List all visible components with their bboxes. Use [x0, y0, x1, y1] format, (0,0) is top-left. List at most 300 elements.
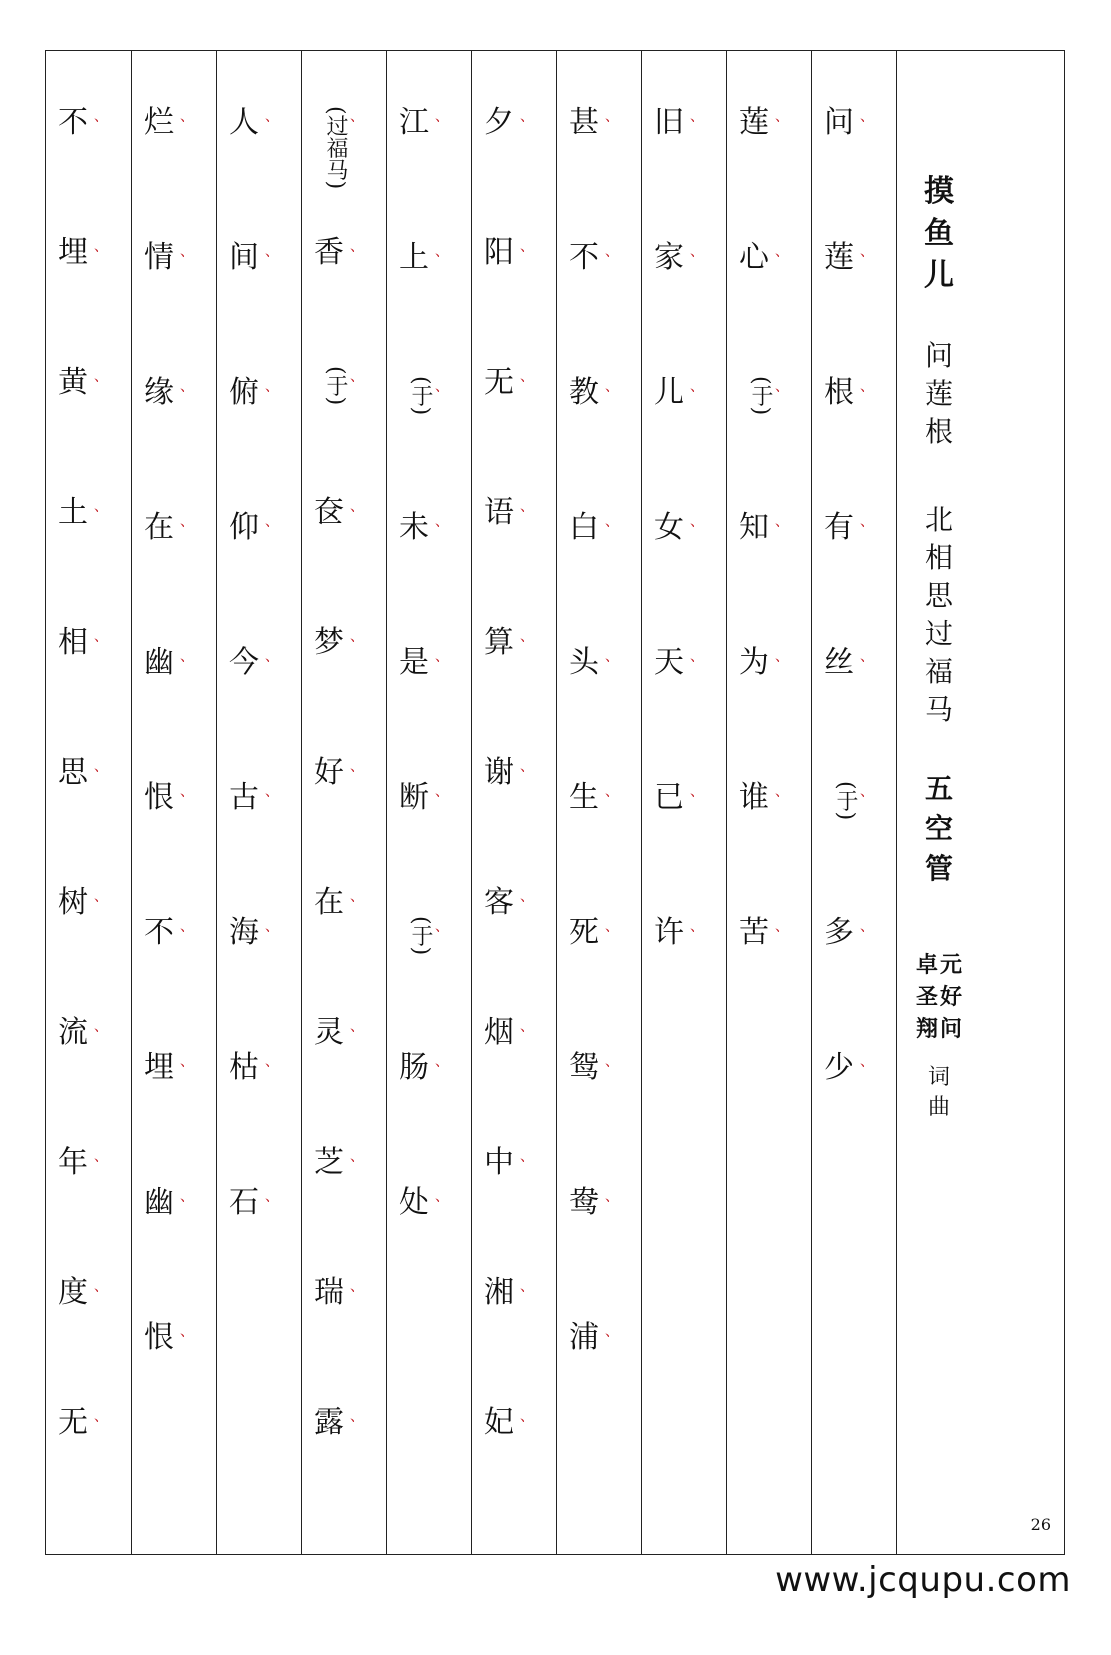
lyric-cell — [399, 781, 471, 916]
beat-mark: 、 — [265, 379, 279, 395]
lyric-cell — [484, 236, 556, 366]
beat-mark: 、 — [605, 784, 619, 800]
column-cells — [46, 106, 131, 1544]
lyric-char: 间 — [229, 240, 259, 275]
lyric-cell — [824, 781, 896, 916]
beat-mark: 、 — [180, 1189, 194, 1205]
lyric-char: 甚 — [569, 105, 599, 140]
beat-mark: 、 — [860, 379, 874, 395]
lyric-char: 少 — [824, 1050, 854, 1085]
score-column-1 — [811, 51, 896, 1554]
lyric-cell — [569, 1186, 641, 1321]
lyric-char: 今 — [229, 645, 259, 680]
lyric-char: 灵 — [314, 1015, 344, 1050]
lyric-char: 苦 — [739, 915, 769, 950]
lyric-cell — [58, 496, 131, 626]
beat-mark: 、 — [350, 1149, 364, 1165]
beat-mark: 、 — [435, 1054, 449, 1070]
lyric-char: 人 — [229, 105, 259, 140]
score-column-6 — [386, 51, 471, 1554]
column-cells — [727, 106, 811, 1544]
lyric-cell — [314, 756, 386, 886]
beat-mark: 、 — [435, 919, 449, 935]
piece-title: 摸 鱼 儿 — [924, 174, 954, 293]
lyric-cell — [314, 886, 386, 1016]
lyric-char: 烂 — [144, 105, 174, 140]
lyric-cell — [314, 1016, 386, 1146]
lyric-cell — [484, 756, 556, 886]
lyric-cell — [229, 916, 301, 1051]
piece-subtitle: 问 莲 根 — [924, 339, 953, 448]
beat-mark: 、 — [690, 649, 704, 665]
score-column-9 — [131, 51, 216, 1554]
lyric-char: 江 — [399, 105, 429, 140]
beat-mark: 、 — [94, 759, 108, 775]
lyric-cell — [314, 1406, 386, 1536]
beat-mark: 、 — [435, 514, 449, 530]
beat-mark: 、 — [350, 629, 364, 645]
lyric-cell — [144, 646, 216, 781]
beat-mark: 、 — [860, 514, 874, 530]
lyric-char: 黄 — [58, 365, 88, 400]
column-cells — [132, 106, 216, 1544]
beat-mark: 、 — [520, 239, 534, 255]
lyric-cell — [399, 376, 471, 511]
beat-mark: 、 — [605, 514, 619, 530]
lyric-cell — [144, 1051, 216, 1186]
lyric-char: 谁 — [739, 780, 769, 815]
lyric-cell — [654, 781, 726, 916]
beat-mark: 、 — [180, 919, 194, 935]
lyric-char: 知 — [739, 510, 769, 545]
lyric-cell — [229, 241, 301, 376]
lyric-char: 语 — [484, 495, 514, 530]
lyric-cell — [399, 241, 471, 376]
lyric-cell — [484, 366, 556, 496]
beat-mark: 、 — [94, 499, 108, 515]
lyric-char: 幽 — [144, 645, 174, 680]
lyric-cell — [739, 376, 811, 511]
beat-mark: 、 — [265, 109, 279, 125]
lyric-cell — [314, 106, 386, 236]
column-cells — [387, 106, 471, 1544]
lyric-char: (于) — [748, 376, 773, 416]
lyric-char: 幽 — [144, 1185, 174, 1220]
lyric-cell — [484, 1406, 556, 1536]
lyric-char: 在 — [144, 510, 174, 545]
lyric-cell — [314, 1146, 386, 1276]
beat-mark: 、 — [180, 1054, 194, 1070]
beat-mark: 、 — [860, 649, 874, 665]
beat-mark: 、 — [435, 109, 449, 125]
lyric-cell — [58, 366, 131, 496]
beat-mark: 、 — [860, 244, 874, 260]
lyric-char: 瑞 — [314, 1275, 344, 1310]
lyric-cell — [144, 1321, 216, 1456]
lyric-char: 儿 — [654, 375, 684, 410]
beat-mark: 、 — [605, 1189, 619, 1205]
lyric-cell — [739, 106, 811, 241]
lyric-char: 湘 — [484, 1275, 514, 1310]
beat-mark: 、 — [265, 784, 279, 800]
lyric-char: 度 — [58, 1275, 88, 1310]
lyric-cell — [484, 626, 556, 756]
beat-mark: 、 — [265, 1054, 279, 1070]
lyric-cell — [824, 916, 896, 1051]
column-cells — [642, 106, 726, 1544]
beat-mark: 、 — [690, 109, 704, 125]
lyric-cell — [314, 496, 386, 626]
beat-mark: 、 — [435, 379, 449, 395]
lyric-cell — [824, 511, 896, 646]
lyric-cell — [229, 376, 301, 511]
lyric-char: 芝 — [314, 1145, 344, 1180]
lyric-char: 梦 — [314, 625, 344, 660]
genre-label: 词 曲 — [927, 1065, 950, 1120]
lyric-char: 无 — [484, 365, 514, 400]
page-number: 26 — [1030, 1515, 1051, 1534]
beat-mark: 、 — [350, 759, 364, 775]
beat-mark: 、 — [860, 1054, 874, 1070]
beat-mark: 、 — [180, 514, 194, 530]
beat-mark: 、 — [605, 649, 619, 665]
lyric-cell — [58, 626, 131, 756]
lyric-char: 未 — [399, 510, 429, 545]
lyric-char: 情 — [144, 240, 174, 275]
site-url: www.jcqupu.com — [775, 1560, 1071, 1600]
lyric-char: 仰 — [229, 510, 259, 545]
lyric-cell — [399, 646, 471, 781]
beat-mark: 、 — [94, 1279, 108, 1295]
beat-mark: 、 — [605, 1324, 619, 1340]
lyric-char: 丝 — [824, 645, 854, 680]
lyric-char: 露 — [314, 1405, 344, 1440]
lyric-cell — [229, 511, 301, 646]
lyric-char: 俯 — [229, 375, 259, 410]
lyric-cell — [824, 106, 896, 241]
beat-mark: 、 — [775, 379, 789, 395]
lyric-cell — [58, 886, 131, 1016]
lyric-cell — [739, 511, 811, 646]
lyric-cell — [484, 886, 556, 1016]
lyric-cell — [144, 1186, 216, 1321]
lyric-char: (于) — [833, 781, 858, 821]
title-block — [897, 171, 981, 1123]
lyric-cell — [144, 916, 216, 1051]
lyric-cell — [484, 496, 556, 626]
lyric-char: 旧 — [654, 105, 684, 140]
lyric-cell — [654, 646, 726, 781]
lyric-cell — [484, 1146, 556, 1276]
beat-mark: 、 — [265, 649, 279, 665]
lyric-char: 好 — [314, 755, 344, 790]
beat-mark: 、 — [860, 919, 874, 935]
lyric-char: 中 — [484, 1145, 514, 1180]
beat-mark: 、 — [775, 649, 789, 665]
lyric-cell — [58, 106, 131, 236]
lyric-char: 生 — [569, 780, 599, 815]
lyric-cell — [144, 376, 216, 511]
beat-mark: 、 — [435, 649, 449, 665]
beat-mark: 、 — [605, 109, 619, 125]
lyric-cell — [144, 781, 216, 916]
lyric-cell — [824, 1051, 896, 1186]
lyric-char: 石 — [229, 1185, 259, 1220]
beat-mark: 、 — [350, 1019, 364, 1035]
beat-mark: 、 — [94, 1019, 108, 1035]
lyric-char: 天 — [654, 645, 684, 680]
beat-mark: 、 — [94, 1409, 108, 1425]
beat-mark: 、 — [520, 629, 534, 645]
beat-mark: 、 — [775, 919, 789, 935]
beat-mark: 、 — [94, 369, 108, 385]
lyric-cell — [58, 1406, 131, 1536]
beat-mark: 、 — [520, 499, 534, 515]
beat-mark: 、 — [520, 1279, 534, 1295]
lyric-char: 莲 — [824, 240, 854, 275]
lyric-cell — [229, 1051, 301, 1186]
lyric-char: 问 — [824, 105, 854, 140]
lyric-char: 夕 — [484, 105, 514, 140]
lyric-char: 在 — [314, 885, 344, 920]
lyric-cell — [58, 1016, 131, 1146]
lyric-char: (于) — [408, 376, 433, 416]
score-frame — [45, 50, 1065, 1555]
lyric-char: 相 — [58, 625, 88, 660]
beat-mark: 、 — [180, 244, 194, 260]
beat-mark: 、 — [605, 919, 619, 935]
beat-mark: 、 — [180, 1324, 194, 1340]
lyric-cell — [739, 781, 811, 916]
lyric-char: 缘 — [144, 375, 174, 410]
lyric-char: 古 — [229, 780, 259, 815]
beat-mark: 、 — [690, 514, 704, 530]
author-lyricist: 元 好 问 — [940, 952, 963, 1042]
lyric-cell — [569, 376, 641, 511]
lyric-char: 心 — [739, 240, 769, 275]
lyric-char: 上 — [399, 240, 429, 275]
beat-mark: 、 — [605, 1054, 619, 1070]
beat-mark: 、 — [690, 784, 704, 800]
column-cells — [472, 106, 556, 1544]
beat-mark: 、 — [350, 239, 364, 255]
lyric-char: 肠 — [399, 1050, 429, 1085]
beat-mark: 、 — [350, 1409, 364, 1425]
lyric-char: 有 — [824, 510, 854, 545]
beat-mark: 、 — [775, 244, 789, 260]
lyric-cell — [58, 1146, 131, 1276]
lyric-char: 是 — [399, 645, 429, 680]
lyric-char: (于) — [323, 366, 348, 406]
lyric-cell — [739, 646, 811, 781]
lyric-char: 土 — [58, 495, 88, 530]
beat-mark: 、 — [94, 1149, 108, 1165]
column-cells — [302, 106, 386, 1544]
score-column-5 — [471, 51, 556, 1554]
authors — [916, 949, 962, 1045]
lyric-char: 算 — [484, 625, 514, 660]
beat-mark: 、 — [605, 244, 619, 260]
beat-mark: 、 — [180, 109, 194, 125]
beat-mark: 、 — [350, 1279, 364, 1295]
lyric-cell — [824, 376, 896, 511]
lyric-cell — [484, 1016, 556, 1146]
lyric-char: 多 — [824, 915, 854, 950]
lyric-cell — [399, 1051, 471, 1186]
lyric-cell — [824, 241, 896, 376]
lyric-cell — [58, 756, 131, 886]
lyric-char: 阳 — [484, 235, 514, 270]
lyric-char: 根 — [824, 375, 854, 410]
lyric-cell — [229, 646, 301, 781]
lyric-cell — [484, 1276, 556, 1406]
beat-mark: 、 — [775, 784, 789, 800]
lyric-cell — [144, 106, 216, 241]
score-column-8 — [216, 51, 301, 1554]
lyric-cell — [144, 241, 216, 376]
beat-mark: 、 — [520, 369, 534, 385]
lyric-cell — [569, 511, 641, 646]
lyric-char: 埋 — [58, 235, 88, 270]
beat-mark: 、 — [180, 784, 194, 800]
beat-mark: 、 — [94, 109, 108, 125]
lyric-char: 客 — [484, 885, 514, 920]
beat-mark: 、 — [520, 1149, 534, 1165]
score-column-2 — [726, 51, 811, 1554]
lyric-char: 枯 — [229, 1050, 259, 1085]
lyric-cell — [569, 646, 641, 781]
lyric-char: 浦 — [569, 1320, 599, 1355]
lyric-cell — [654, 511, 726, 646]
lyric-cell — [58, 1276, 131, 1406]
lyric-cell — [569, 241, 641, 376]
beat-mark: 、 — [94, 889, 108, 905]
lyric-char: 处 — [399, 1185, 429, 1220]
title-column — [896, 51, 981, 1554]
lyric-cell — [314, 366, 386, 496]
lyric-cell — [399, 1186, 471, 1321]
lyric-char: 为 — [739, 645, 769, 680]
lyric-char: 教 — [569, 375, 599, 410]
lyric-char: 烟 — [484, 1015, 514, 1050]
column-cells — [812, 106, 896, 1544]
beat-mark: 、 — [690, 919, 704, 935]
score-column-7 — [301, 51, 386, 1554]
lyric-cell — [229, 106, 301, 241]
beat-mark: 、 — [350, 499, 364, 515]
beat-mark: 、 — [690, 244, 704, 260]
lyric-cell — [229, 1186, 301, 1321]
author-composer: 卓 圣 翔 — [915, 952, 938, 1042]
lyric-char: 埋 — [144, 1050, 174, 1085]
lyric-cell — [654, 376, 726, 511]
lyric-cell — [569, 916, 641, 1051]
beat-mark: 、 — [94, 629, 108, 645]
lyric-cell — [399, 106, 471, 241]
beat-mark: 、 — [180, 379, 194, 395]
lyric-char: 恨 — [144, 1320, 174, 1355]
lyric-char: 妃 — [484, 1405, 514, 1440]
lyric-char: 白 — [569, 510, 599, 545]
beat-mark: 、 — [435, 784, 449, 800]
beat-mark: 、 — [775, 109, 789, 125]
lyric-char: 无 — [58, 1405, 88, 1440]
lyric-char: 许 — [654, 915, 684, 950]
lyric-cell — [58, 236, 131, 366]
lyric-char: 死 — [569, 915, 599, 950]
beat-mark: 、 — [860, 784, 874, 800]
beat-mark: 、 — [180, 649, 194, 665]
beat-mark: 、 — [690, 379, 704, 395]
lyric-char: 年 — [58, 1145, 88, 1180]
lyric-cell — [739, 241, 811, 376]
lyric-char: 头 — [569, 645, 599, 680]
beat-mark: 、 — [350, 889, 364, 905]
lyric-cell — [314, 1276, 386, 1406]
lyric-cell — [739, 916, 811, 1051]
lyric-char: 已 — [654, 780, 684, 815]
lyric-char: 女 — [654, 510, 684, 545]
lyric-char: 不 — [569, 240, 599, 275]
lyric-cell — [654, 916, 726, 1051]
lyric-char: (过福马) — [323, 106, 348, 190]
beat-mark: 、 — [520, 1019, 534, 1035]
lyric-cell — [569, 106, 641, 241]
lyric-cell — [484, 106, 556, 236]
lyric-cell — [569, 1321, 641, 1456]
lyric-char: 断 — [399, 780, 429, 815]
score-column-3 — [641, 51, 726, 1554]
beat-mark: 、 — [350, 109, 364, 125]
tune-name: 北 相 思 过 福 马 — [924, 503, 953, 726]
beat-mark: 、 — [265, 919, 279, 935]
beat-mark: 、 — [520, 109, 534, 125]
lyric-char: 鸳 — [569, 1050, 599, 1085]
beat-mark: 、 — [860, 109, 874, 125]
lyric-char: 家 — [654, 240, 684, 275]
lyric-cell — [654, 106, 726, 241]
beat-mark: 、 — [435, 244, 449, 260]
lyric-char: 鸯 — [569, 1185, 599, 1220]
lyric-char: 奁 — [314, 495, 344, 530]
lyric-char: 思 — [58, 755, 88, 790]
lyric-cell — [229, 781, 301, 916]
beat-mark: 、 — [520, 889, 534, 905]
beat-mark: 、 — [265, 514, 279, 530]
beat-mark: 、 — [520, 759, 534, 775]
lyric-char: 谢 — [484, 755, 514, 790]
lyric-char: 树 — [58, 885, 88, 920]
score-column-4 — [556, 51, 641, 1554]
column-cells — [217, 106, 301, 1544]
lyric-char: 恨 — [144, 780, 174, 815]
lyric-char: 不 — [144, 915, 174, 950]
lyric-char: 莲 — [739, 105, 769, 140]
beat-mark: 、 — [520, 1409, 534, 1425]
beat-mark: 、 — [350, 369, 364, 385]
beat-mark: 、 — [775, 514, 789, 530]
score-column-10 — [46, 51, 131, 1554]
lyric-char: 流 — [58, 1015, 88, 1050]
lyric-cell — [399, 511, 471, 646]
lyric-char: 不 — [58, 105, 88, 140]
lyric-cell — [654, 241, 726, 376]
lyric-cell — [824, 646, 896, 781]
lyric-cell — [569, 1051, 641, 1186]
lyric-cell — [314, 626, 386, 756]
column-cells — [557, 106, 641, 1544]
lyric-cell — [144, 511, 216, 646]
